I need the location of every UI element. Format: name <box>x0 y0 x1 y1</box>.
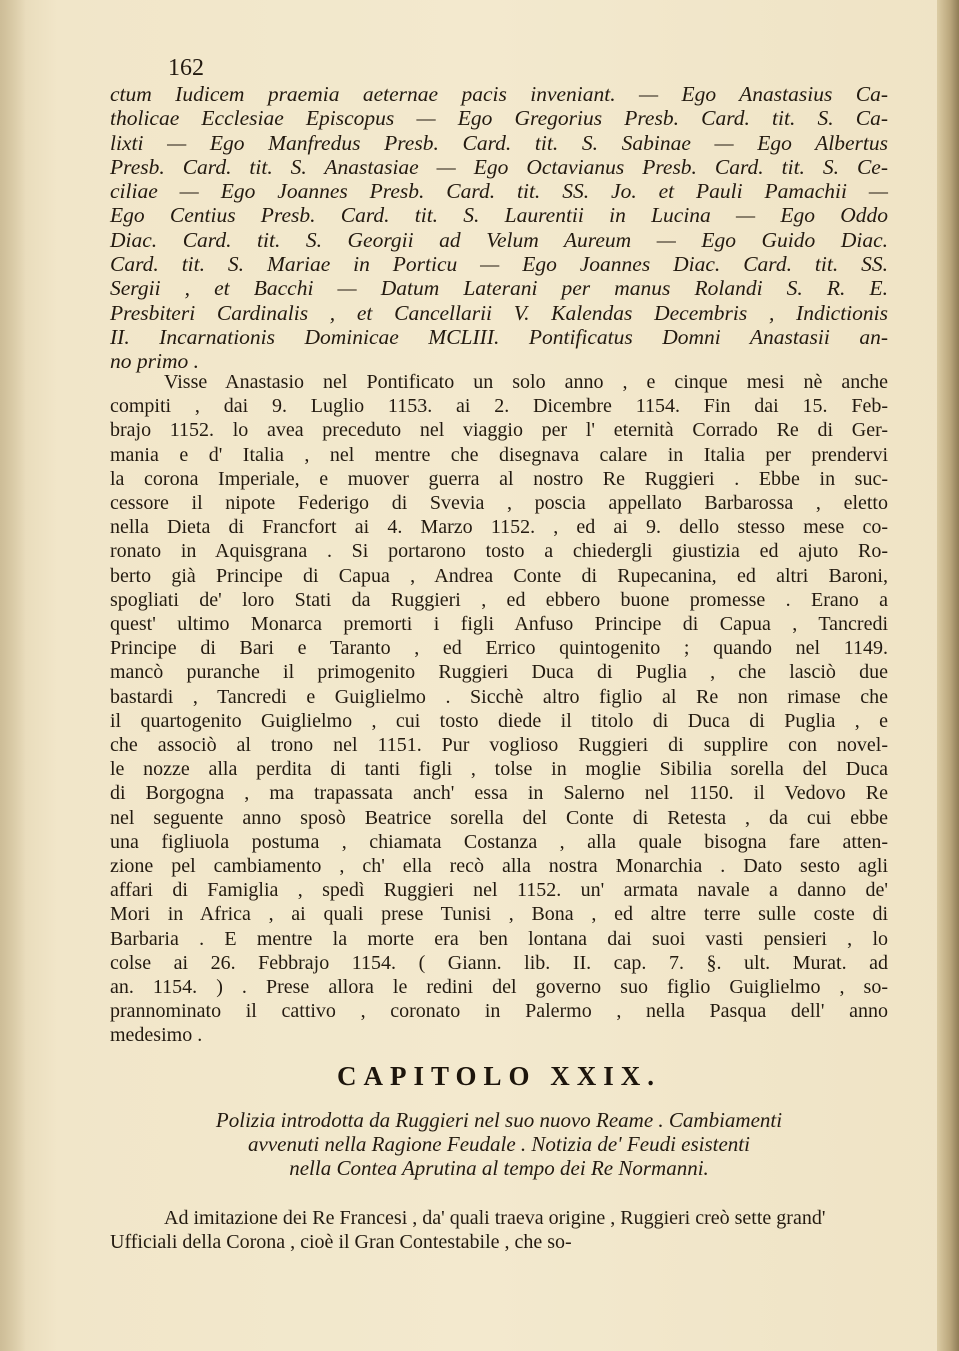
body-paragraph <box>110 370 888 1048</box>
latin-document-text <box>110 82 888 374</box>
text-line: lixti — Ego Manfredus Presb. Card. tit. S. Sabinae — Ego Albertus <box>110 130 888 155</box>
text-line: Principe di Bari e Taranto , ed Errico quintogenito ; quando nel 1149. <box>110 637 888 660</box>
text-line: quest' ultimo Monarca premorti i figli Anfuso Principe di Capua , Tancredi <box>110 613 888 636</box>
text-line: II. Incarnationis Dominicae MCLIII. Pontificatus Domni Anastasii an- <box>110 324 888 349</box>
text-line: le nozze alla perdita di tanti figli , tolse in moglie Sibilia sorella del Duca <box>110 758 888 781</box>
page-edge-shadow <box>0 0 26 1351</box>
text-line: compiti , dai 9. Luglio 1153. ai 2. Dicembre 1154. Fin dai 15. Feb- <box>110 395 888 418</box>
text-line: Presb. Card. tit. S. Anastasiae — Ego Octavianus Presb. Card. tit. S. Ce- <box>110 154 888 179</box>
text-line: Ad imitazione dei Re Francesi , da' quali traeva origine , Ruggieri <box>164 1207 691 1229</box>
text-line: colse ai 26. Febbrajo 1154. ( Giann. lib. II. cap. 7. §. ult. Murat. ad <box>110 951 888 974</box>
text-line: berto già Principe di Capua , Andrea Conte di Rupecanina, ed altri Baroni, <box>110 564 888 587</box>
text-line: Presbiteri Cardinalis , et Cancellarii V. Kalendas Decembris , Indictionis <box>110 300 888 325</box>
text-line: che associò al trono nel 1151. Pur voglioso Ruggieri di supplire con novel- <box>110 734 888 757</box>
text-line: creò sette grand' Ufficiali della Corona , cioè il Gran Contestabile , che so- <box>110 1207 826 1254</box>
text-line: Ego Centius Presb. Card. tit. S. Laurentii in Lucina — Ego Oddo <box>110 203 888 228</box>
text-line: medesimo . <box>110 1024 203 1047</box>
text-line: bastardi , Tancredi e Guiglielmo . Sicchè altro figlio al Re non rimase che <box>110 685 888 708</box>
text-line: prannominato il cattivo , coronato in Palermo , nella Pasqua dell' anno <box>110 1000 888 1023</box>
text-line: Sergii , et Bacchi — Datum Laterani per manus Rolandi S. R. E. <box>110 276 888 301</box>
summary-line: Polizia introdotta da Ruggieri nel suo nuovo Reame . Cambiamenti <box>215 1108 783 1132</box>
text-line: mania e d' Italia , nel mentre che disegnava calare in Italia per prendervi <box>110 443 888 466</box>
text-line: zione pel cambiamento , ch' ella recò alla nostra Monarchia . Dato sesto agli <box>110 855 888 878</box>
text-line: tholicae Ecclesiae Episcopus — Ego Gregorius Presb. Card. tit. S. Ca- <box>110 106 888 131</box>
text-line: nella Dieta di Francfort ai 4. Marzo 1152. , ed ai 9. dello stesso mese co- <box>110 516 888 539</box>
text-line: una figliuola postuma , chiamata Costanza , alla quale bisogna fare atten- <box>110 830 888 853</box>
page-number: 162 <box>168 55 204 81</box>
text-line: mancò puranche il primogenito Ruggieri Duca di Puglia , che lasciò due <box>110 661 888 684</box>
book-spine <box>937 0 959 1351</box>
text-line: cessore il nipote Federigo di Svevia , poscia appellato Barbarossa , eletto <box>110 492 888 515</box>
text-line: brajo 1152. lo avea preceduto nel viaggio per l' eternità Corrado Re di Ger- <box>110 419 888 442</box>
summary-line: avvenuti nella Ragione Feudale . Notizia de' Feudi esistenti <box>248 1132 750 1156</box>
text-line: Card. tit. S. Mariae in Porticu — Ego Joannes Diac. Card. tit. SS. <box>110 252 888 277</box>
chapter-summary <box>110 1108 888 1180</box>
text-line: no primo . <box>110 349 199 374</box>
text-line: Mori in Africa , ai quali prese Tunisi , Bona , ed altre terre sulle coste di <box>110 903 888 926</box>
text-line: Barbaria . E mentre la morte era ben lontana dai suoi vasti pensieri , lo <box>110 927 888 950</box>
text-line: an. 1154. ) . Prese allora le redini del governo suo figlio Guiglielmo , so- <box>110 976 888 999</box>
text-line: di Borgogna , ma trapassata anch' essa in Salerno nel 1150. il Vedovo Re <box>110 782 888 805</box>
text-line: spogliati de' loro Stati da Ruggieri , ed ebbero buone promesse . Erano a <box>110 588 888 611</box>
text-line: Diac. Card. tit. S. Georgii ad Velum Aureum — Ego Guido Diac. <box>110 227 888 252</box>
text-line: ciliae — Ego Joannes Presb. Card. tit. SS. Jo. et Pauli Pamachii — <box>110 179 888 204</box>
chapter-heading: CAPITOLO XXIX. <box>336 1061 662 1091</box>
margin-annotation-mark <box>6 790 78 1090</box>
text-line: nel seguente anno sposò Beatrice sorella del Conte di Retesta , da cui ebbe <box>110 806 888 829</box>
text-line: il quartogenito Guiglielmo , cui tosto diede il titolo di Duca di Puglia , e <box>110 709 888 732</box>
chapter-opening-paragraph <box>110 1206 888 1254</box>
text-line: affari di Famiglia , spedì Ruggieri nel 1152. un' armata navale a danno de' <box>110 879 888 902</box>
text-line: ctum Iudicem praemia aeternae pacis inveniant. — Ego Anastasius Ca- <box>110 82 888 106</box>
text-line: ronato in Aquisgrana . Si portarono tosto a chiedergli giustizia ed ajuto Ro- <box>110 540 888 563</box>
summary-line: nella Contea Aprutina al tempo dei Re Normanni. <box>289 1156 709 1180</box>
text-line: Visse Anastasio nel Pontificato un solo anno , e cinque mesi nè anche <box>164 371 888 393</box>
text-line: la corona Imperiale, e muover guerra al nostro Re Ruggieri . Ebbe in suc- <box>110 467 888 490</box>
